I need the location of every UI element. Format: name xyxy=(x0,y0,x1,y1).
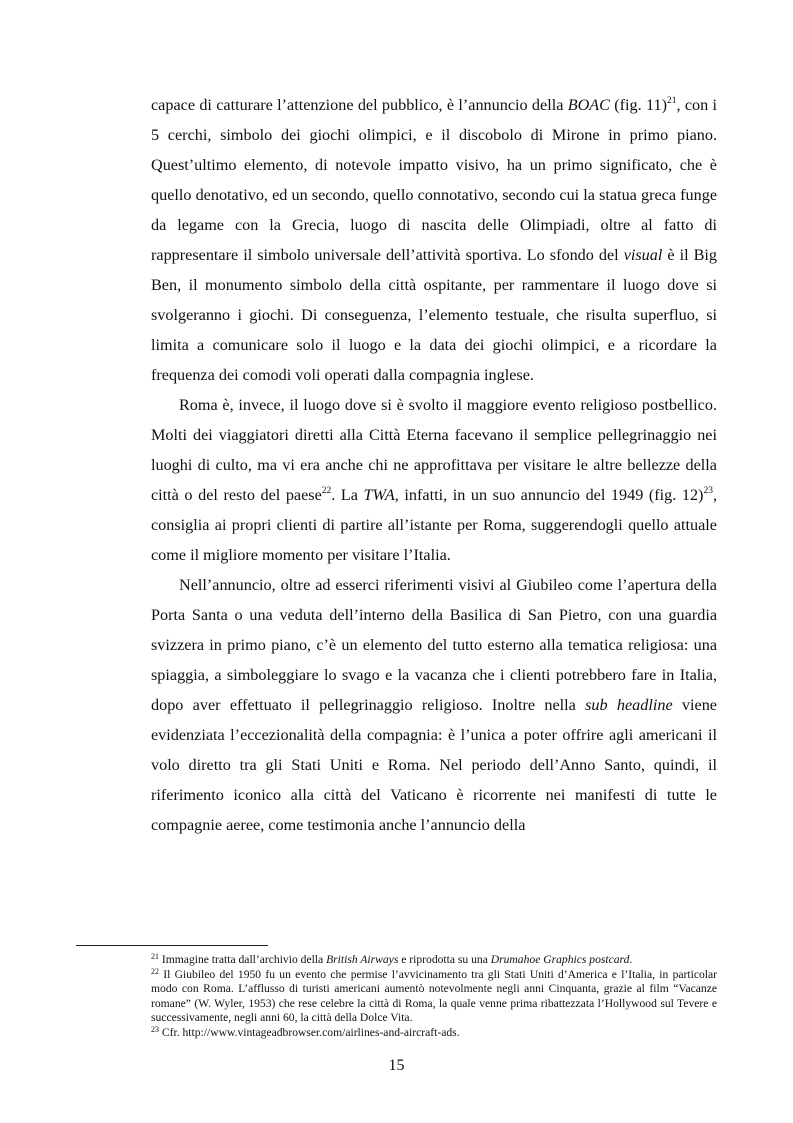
italic-boac: BOAC xyxy=(567,96,610,114)
paragraph-boac xyxy=(151,90,717,390)
footnote-21 xyxy=(151,953,717,968)
text-run: è il Big Ben, il monumento simbolo della città ospitante, per rammentare il luogo dove si svolgeranno i giochi. Di conseguenza, l’elemento testuale, che risulta superfluo, si limita a comunicare solo il luogo e la data dei giochi olimpici, e a ricordare la frequenza dei comodi voli operati dalla compagnia inglese. xyxy=(151,246,717,384)
paragraph-annuncio xyxy=(151,570,717,840)
text-run: , infatti, in un suo annuncio del 1949 (fig. 12) xyxy=(394,486,704,504)
text-run: Roma è, invece, il luogo dove si è svolto il maggiore evento religioso postbellico. Molti dei viaggiatori diretti alla Città Eterna facevano il semplice pellegrinaggio nei luoghi di culto, ma vi era anche chi ne approfittava per visitare le altre bellezze della città o del resto del paese xyxy=(151,396,717,504)
footnote-ref-23[interactable]: 23 xyxy=(703,486,713,496)
text-run: . xyxy=(629,953,633,966)
footnote-number: 21 xyxy=(151,952,159,961)
footnote-ref-21[interactable]: 21 xyxy=(666,96,677,106)
text-run: viene evidenziata l’eccezionalità della compagnia: è l’unica a poter offrire agli americani il volo diretto tra gli Stati Uniti e Roma. Nel periodo dell’Anno Santo, quindi, il riferimento iconico alla città del Vaticano è ricorrente nei manifesti di tutte le compagnie aeree, come testimonia anche l’annuncio della xyxy=(151,696,717,834)
page-number: 15 xyxy=(388,1057,405,1074)
footnote-link-text[interactable]: Cfr. http://www.vintageadbrowser.com/airlines-and-aircraft-ads. xyxy=(159,1025,460,1039)
footnotes xyxy=(151,953,717,1041)
footnote-ref-22[interactable]: 22 xyxy=(321,486,332,496)
text-run: Immagine tratta dall’archivio della xyxy=(159,953,327,966)
text-run: capace di catturare l’attenzione del pubblico, è l’annuncio della xyxy=(151,96,568,114)
main-body-text xyxy=(151,90,717,840)
italic-postcard: Drumahoe Graphics postcard xyxy=(490,953,630,966)
text-run: Nell’annuncio, oltre ad esserci riferimenti visivi al Giubileo come l’apertura della Porta Santa o una veduta dell’interno della Basilica di San Pietro, con una guardia svizzera in primo piano, c’è un elemento del tutto esterno alla tematica religiosa: una spiaggia, a simboleggiare lo svago e la vacanza che i clienti potrebbero fare in Italia, dopo aver effettuato il pellegrinaggio religioso. Inoltre nella xyxy=(151,576,717,714)
footnote-number: 23 xyxy=(151,1024,159,1034)
italic-sub-headline: sub headline xyxy=(585,696,673,714)
text-run: , consiglia ai propri clienti di partire all’istante per Roma, suggerendogli quello attuale come il migliore momento per visitare l’Italia. xyxy=(151,486,717,564)
footnote-23 xyxy=(151,1026,717,1041)
footnote-separator xyxy=(76,945,268,946)
text-run: (fig. 11) xyxy=(609,96,667,114)
italic-british-airways: British Airways xyxy=(326,953,399,966)
footnote-number: 22 xyxy=(151,966,159,976)
italic-visual: visual xyxy=(623,246,663,264)
italic-twa: TWA xyxy=(363,486,395,504)
text-run: , con i 5 cerchi, simbolo dei giochi olimpici, e il discobolo di Mirone in primo piano. Quest’ultimo elemento, di notevole impatto visivo, ha un primo significato, che è quello denotativo, ed un secondo, quello connotativo, secondo cui la statua greca funge da legame con la Grecia, luogo di nascita delle Olimpiadi, oltre al fatto di rappresentare il simbolo universale dell’attività sportiva. Lo sfondo del xyxy=(151,96,717,264)
text-run: . La xyxy=(331,486,364,504)
text-run: Il Giubileo del 1950 fu un evento che permise l’avvicinamento tra gli Stati Uniti d’America e l’Italia, in particolar modo con Roma. L’afflusso di turisti americani aumentò notevolmente negli anni Cinquanta, grazie al film “Vacanze romane” (W. Wyler, 1953) che rese celebre la città di Roma, la quale venne prima ribattezzata l’Hollywood sul Tevere e successivamente, negli anni 60, la città della Dolce Vita. xyxy=(151,967,717,1025)
text-run: e riprodotta su una xyxy=(398,953,491,966)
footnote-22 xyxy=(151,968,717,1026)
paragraph-roma xyxy=(151,390,717,570)
